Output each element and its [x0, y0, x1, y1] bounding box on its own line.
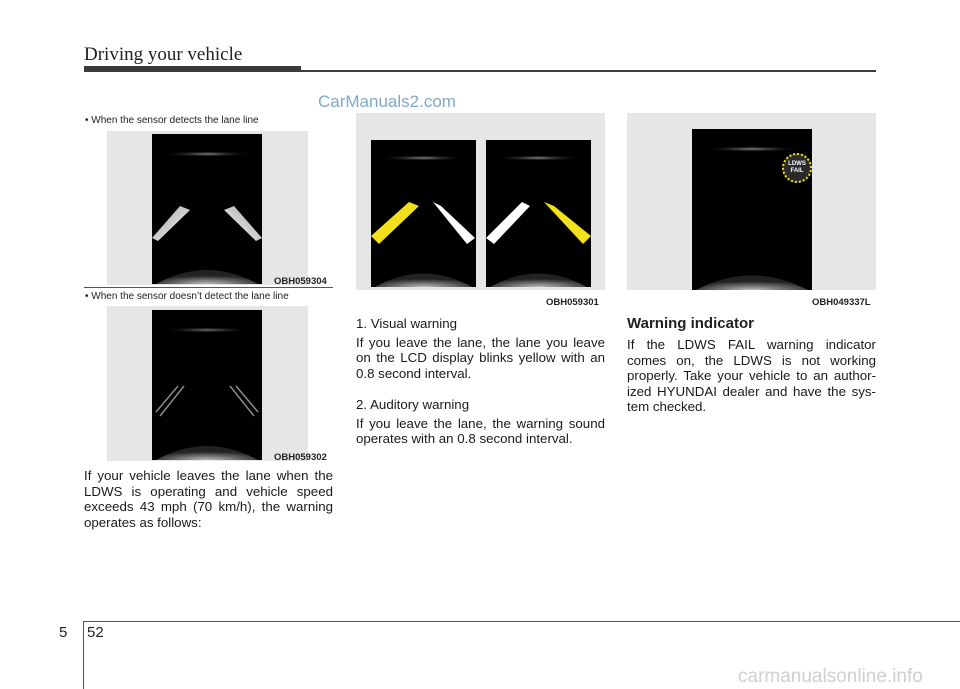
caption-sensor-not-detect: • When the sensor doesn’t detect the lane line — [85, 291, 289, 302]
left-lane-yellow-graphic — [371, 140, 476, 287]
figure-code-fail: OBH049337L — [812, 297, 871, 308]
warning-line: tem checked. — [627, 399, 707, 414]
right-lane-yellow-graphic — [486, 140, 591, 287]
visual-warning-line: on the LCD display blinks yellow with an — [356, 350, 605, 365]
figure-code-detect: OBH059304 — [274, 276, 327, 287]
lcd-screen-detect — [152, 134, 262, 284]
intro-line: exceeds 43 mph (70 km/h), the warning — [84, 499, 333, 514]
auditory-warning-section — [356, 397, 605, 447]
auditory-warning-title: 2. Auditory warning — [356, 397, 470, 412]
ldws-fail-indicator-icon — [782, 153, 812, 183]
illustration-panel-fail — [627, 113, 876, 290]
footer-rule — [84, 621, 960, 622]
badge-line: LDWS — [788, 161, 806, 167]
auditory-warning-line: If you leave the lane, the warning sound — [356, 415, 605, 431]
illustration-panel-no-detect — [107, 306, 308, 461]
page-section-title: Driving your vehicle — [84, 44, 243, 65]
illustration-panel-warning — [356, 113, 605, 290]
lcd-screen-right-departure — [486, 140, 591, 287]
ldws-fail-badge-text — [784, 161, 810, 175]
watermark-top[interactable]: CarManuals2.com — [318, 92, 456, 111]
warning-line: ized HYUNDAI dealer and have the sys- — [627, 383, 876, 399]
intro-line: LDWS is operating and vehicle speed — [84, 483, 333, 499]
visual-warning-section — [356, 316, 605, 381]
warning-line: properly. Take your vehicle to an author- — [627, 368, 876, 383]
lcd-screen-left-departure — [371, 140, 476, 287]
page-number: 52 — [87, 624, 104, 641]
watermark-bottom[interactable]: carmanualsonline.info — [738, 666, 923, 687]
warning-line: comes on, the LDWS is not working — [627, 352, 876, 368]
warning-indicator-heading: Warning indicator — [627, 315, 754, 332]
visual-warning-line: 0.8 second interval. — [356, 365, 472, 381]
intro-line: If your vehicle leaves the lane when the — [84, 468, 333, 483]
auditory-warning-line: operates with an 0.8 second interval. — [356, 431, 573, 446]
footer-divider — [83, 621, 84, 689]
visual-warning-line: If you leave the lane, the lane you leave — [356, 334, 605, 350]
badge-line: FAIL — [790, 168, 804, 174]
figure-code-warning: OBH059301 — [546, 297, 599, 308]
figure-code-no-detect: OBH059302 — [274, 452, 327, 463]
lcd-screen-no-detect — [152, 310, 262, 460]
lane-not-detected-graphic — [152, 310, 262, 460]
visual-warning-title: 1. Visual warning — [356, 316, 458, 331]
header-rule-thin — [301, 70, 876, 72]
illustration-panel-detect — [107, 131, 308, 285]
lane-detected-graphic — [152, 134, 262, 284]
chapter-number: 5 — [59, 624, 68, 641]
intro-paragraph — [84, 468, 333, 530]
header-rule-thick — [84, 66, 301, 72]
figure-divider — [84, 287, 333, 288]
intro-line: operates as follows: — [84, 514, 202, 530]
warning-indicator-paragraph — [627, 337, 876, 415]
warning-line: If the LDWS FAIL warning indicator — [627, 337, 876, 352]
caption-sensor-detects: • When the sensor detects the lane line — [85, 115, 259, 126]
